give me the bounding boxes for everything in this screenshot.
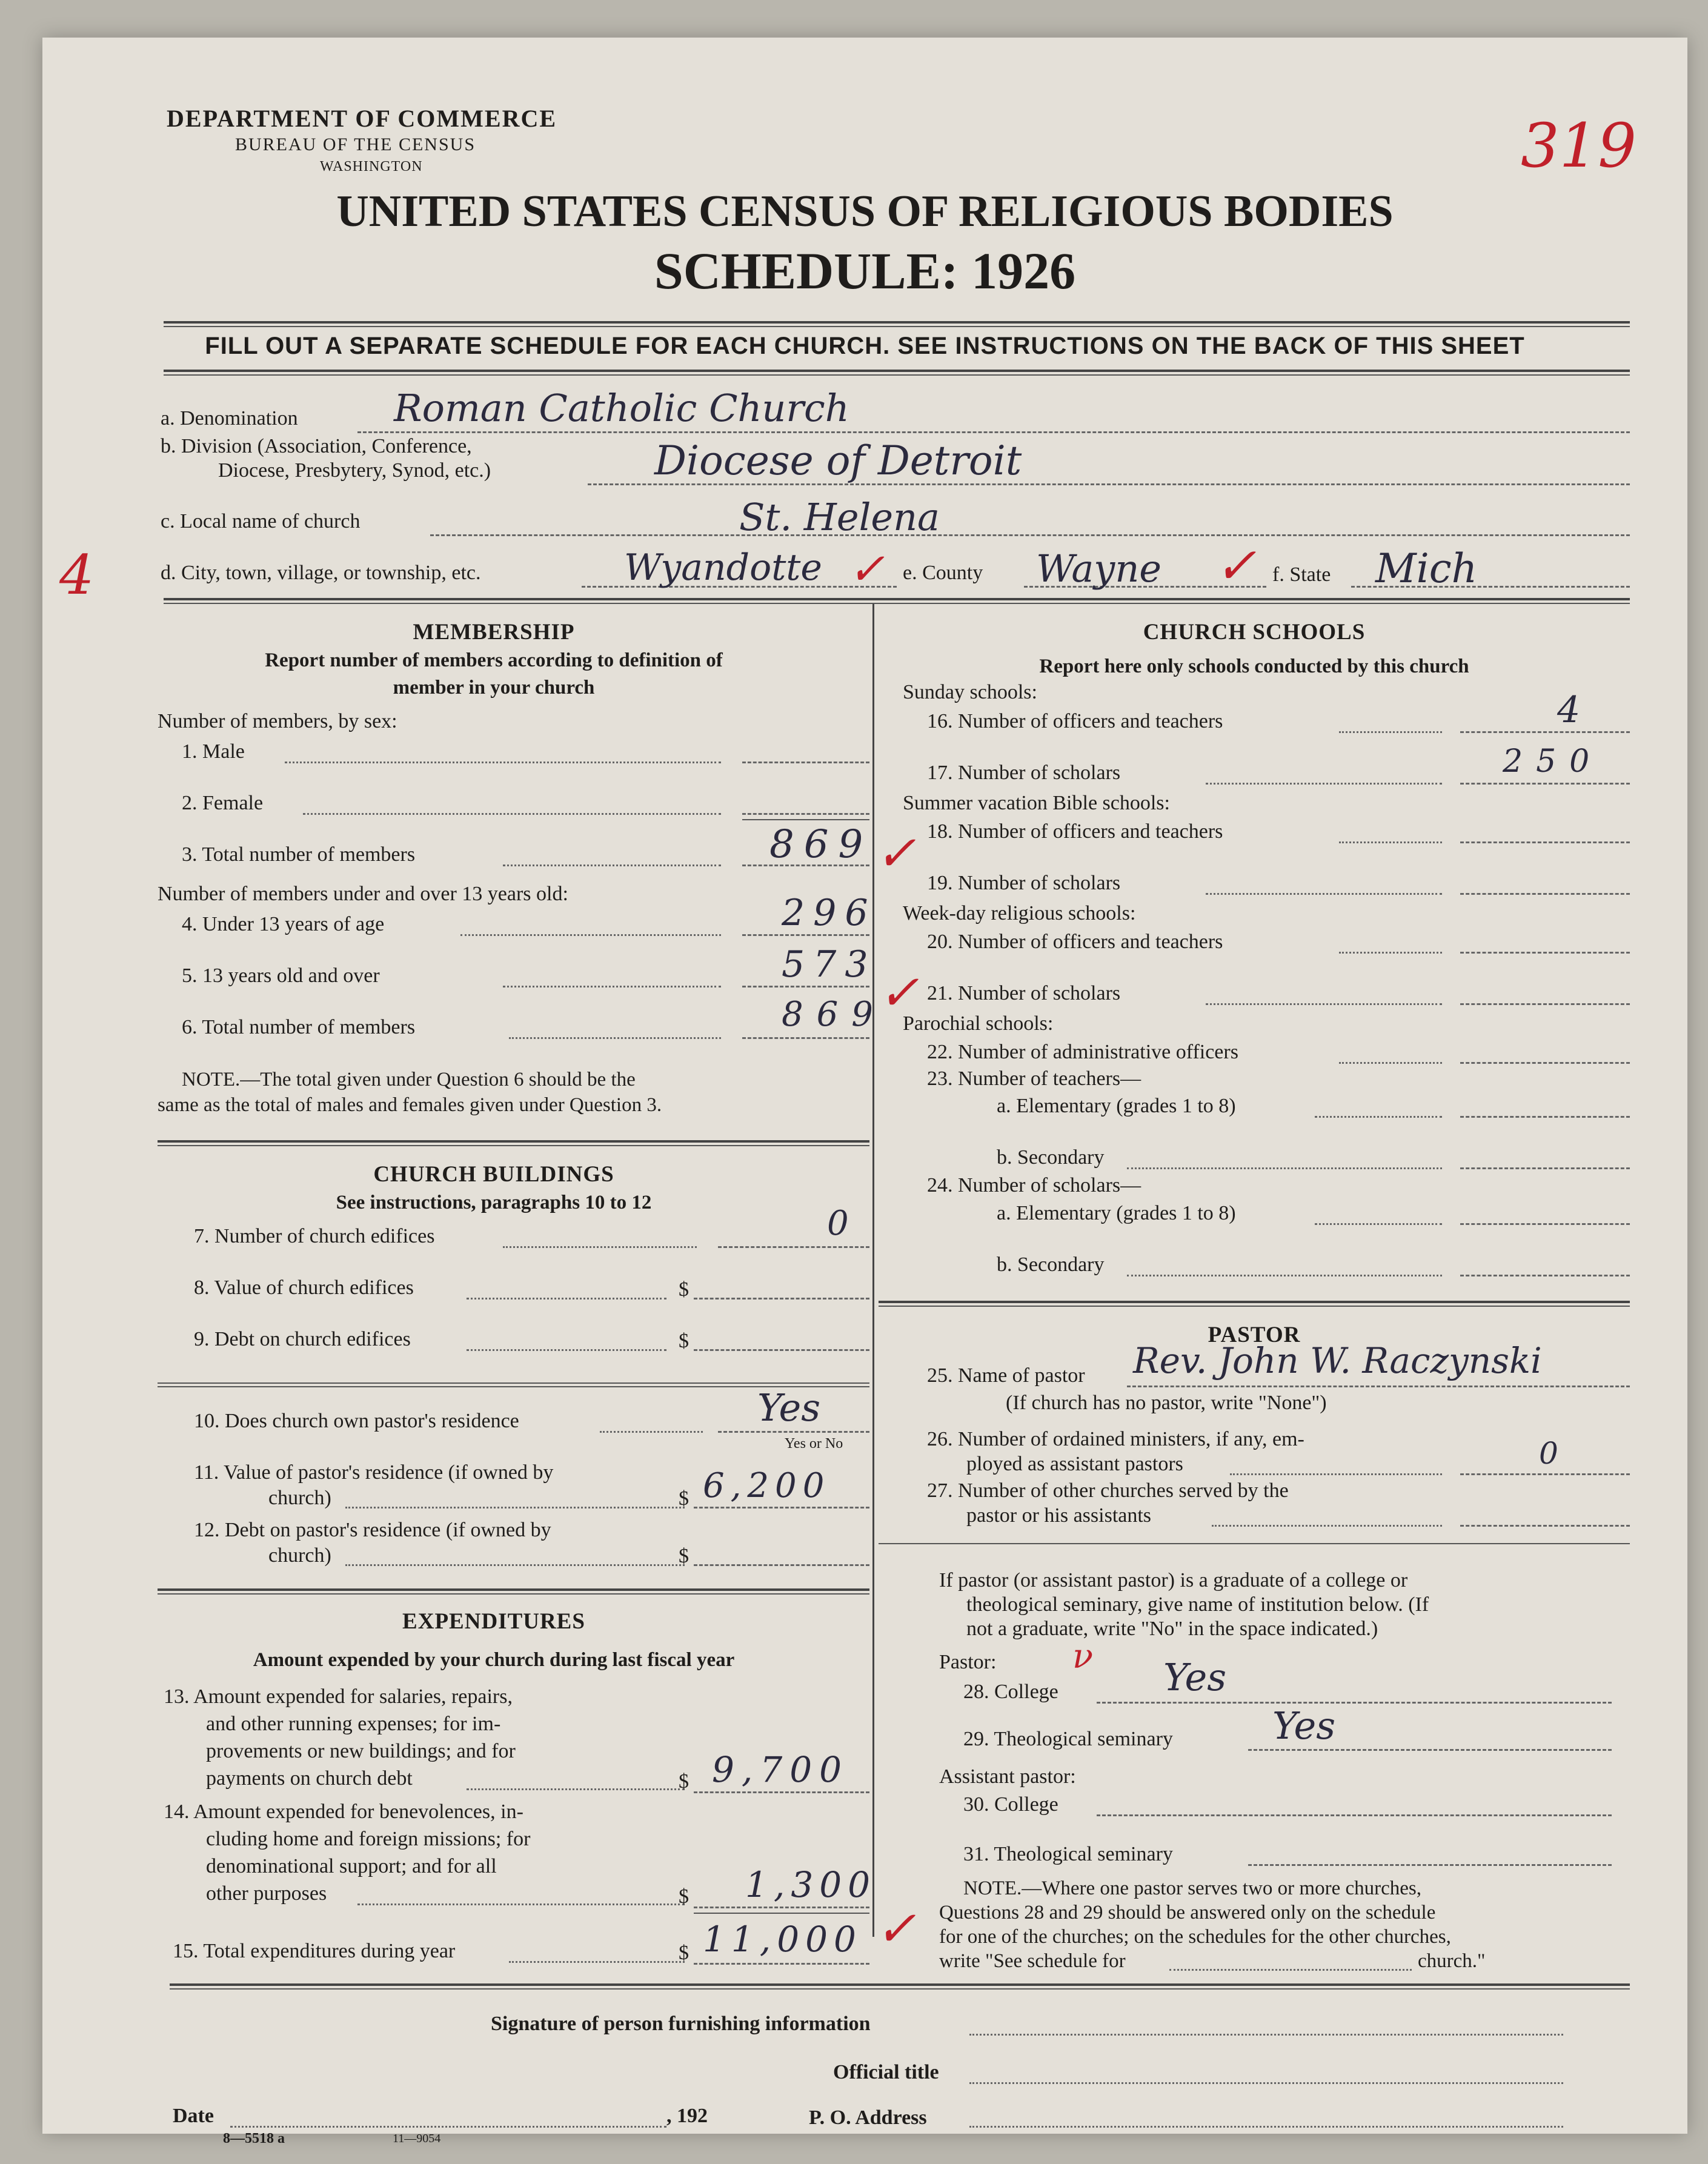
pastor-note-5: church." [1418,1950,1486,1972]
local-name-value: St. Helena [739,495,940,539]
q19-field[interactable] [1460,893,1630,895]
q9-label: 9. Debt on church edifices [194,1328,411,1350]
parochial-label: Parochial schools: [903,1012,1054,1035]
local-name-field[interactable] [430,534,1630,536]
city-value: Wyandotte [624,546,822,589]
q28-label: 28. College [963,1681,1058,1703]
q21-label: 21. Number of scholars [927,982,1121,1004]
print-number: 11—9054 [393,2132,441,2145]
q14-label-3: denominational support; and for all [206,1855,497,1877]
q27-label-1: 27. Number of other churches served by the [927,1479,1289,1502]
q7-field[interactable] [718,1246,869,1248]
q30-field[interactable] [1097,1814,1612,1816]
check-mark: ✓ [1215,537,1257,595]
q4-field[interactable] [742,934,869,936]
q5-label: 5. 13 years old and over [182,964,380,987]
q29-label: 29. Theological seminary [963,1728,1173,1750]
q14-label-2: cluding home and foreign missions; for [206,1828,531,1850]
q13-label-2: and other running expenses; for im- [206,1713,501,1735]
membership-sub-2: member in your church [393,677,595,699]
expenditures-heading: EXPENDITURES [402,1609,585,1634]
q26-label-1: 26. Number of ordained ministers, if any, em- [927,1428,1304,1450]
department-name: DEPARTMENT OF COMMERCE [167,105,557,132]
schools-sub: Report here only schools conducted by this church [1039,656,1469,677]
denomination-label: a. Denomination [161,407,298,430]
state-value: Mich [1375,545,1478,592]
q17-label: 17. Number of scholars [927,762,1121,784]
q15-value: 11,000 [703,1919,862,1960]
check-mark: ✓ [848,543,885,594]
expenditures-sub: Amount expended by your church during last fiscal year [253,1649,735,1671]
q24-label: 24. Number of scholars— [927,1174,1141,1197]
q24b-field[interactable] [1460,1275,1630,1276]
bureau-name: BUREAU OF THE CENSUS [235,134,476,154]
graduate-note-3: not a graduate, write "No" in the space indicated.) [966,1618,1378,1640]
graduate-note-2: theological seminary, give name of institution below. (If [966,1593,1429,1616]
q8-field[interactable] [694,1298,869,1299]
official-title-label: Official title [833,2061,939,2083]
q3-value: 869 [769,822,873,867]
q2-label: 2. Female [182,792,264,814]
q28-field[interactable] [1097,1702,1612,1704]
membership-note-2: same as the total of males and females given under Question 3. [158,1094,662,1116]
q12-field[interactable] [694,1564,869,1566]
q10-value: Yes [757,1386,821,1430]
q25-value: Rev. John W. Raczynski [1133,1340,1542,1381]
q14-field[interactable] [694,1907,869,1908]
q27-label-2: pastor or his assistants [966,1504,1152,1527]
q2-field[interactable] [742,813,869,815]
q7-value: 0 [827,1204,849,1243]
weekday-label: Week-day religious schools: [903,902,1136,924]
q14-label-1: 14. Amount expended for benevolences, in- [164,1801,523,1823]
graduate-note-1: If pastor (or assistant pastor) is a graduate of a college or [939,1569,1408,1591]
county-value: Wayne [1036,546,1161,591]
side-mark: 4 [59,543,95,607]
date-field[interactable] [230,2126,666,2128]
assistant-sub-label: Assistant pastor: [939,1765,1076,1788]
dollar-sign: $ [679,1278,689,1301]
q10-label: 10. Does church own pastor's residence [194,1410,519,1432]
q4-label: 4. Under 13 years of age [182,913,385,935]
q6-value: 869 [782,995,886,1034]
q16-label: 16. Number of officers and teachers [927,710,1223,732]
q17-field[interactable] [1460,783,1630,785]
check-mark: ν [1072,1637,1094,1676]
q26-label-2: ployed as assistant pastors [966,1453,1183,1475]
q24a-field[interactable] [1460,1223,1630,1225]
division-label-1: b. Division (Association, Conference, [161,435,472,457]
q23a-label: a. Elementary (grades 1 to 8) [997,1095,1236,1117]
sunday-label: Sunday schools: [903,681,1037,703]
dollar-sign: $ [679,1330,689,1352]
q25-field[interactable] [1127,1386,1630,1387]
q20-label: 20. Number of officers and teachers [927,931,1223,953]
q10-field[interactable] [718,1431,869,1433]
local-name-label: c. Local name of church [161,510,361,533]
census-schedule-sheet [42,38,1687,2146]
membership-note-1: NOTE.—The total given under Question 6 should be the [182,1069,636,1090]
q13-value: 9,700 [712,1749,849,1790]
dollar-sign: $ [679,1942,689,1964]
division-label-2: Diocese, Presbytery, Synod, etc.) [218,459,491,482]
q15-label: 15. Total expenditures during year [173,1940,456,1962]
q11-label-1: 11. Value of pastor's residence (if owned by [194,1461,554,1484]
check-mark: ✓ [876,1900,917,1957]
q5-field[interactable] [742,986,869,987]
dollar-sign: $ [679,1487,689,1510]
q22-label: 22. Number of administrative officers [927,1041,1238,1063]
q24a-label: a. Elementary (grades 1 to 8) [997,1202,1236,1224]
q16-field[interactable] [1460,731,1630,733]
division-value: Diocese of Detroit [654,437,1022,484]
date-label: Date [173,2105,214,2127]
dollar-sign: $ [679,1885,689,1908]
signature-label: Signature of person furnishing information [491,2013,871,2035]
q29-value: Yes [1272,1704,1336,1748]
pastor-note-1: NOTE.—Where one pastor serves two or more churches, [963,1877,1421,1899]
state-label: f. State [1272,563,1331,586]
q31-label: 31. Theological seminary [963,1843,1173,1865]
denomination-field[interactable] [357,431,1630,433]
year-label: , 192 [666,2105,708,2127]
q6-label: 6. Total number of members [182,1016,416,1038]
q24b-label: b. Secondary [997,1253,1105,1276]
q27-field[interactable] [1460,1525,1630,1527]
buildings-heading: CHURCH BUILDINGS [373,1162,614,1187]
q23a-field[interactable] [1460,1116,1630,1118]
q13-label-4: payments on church debt [206,1767,413,1790]
q15-field[interactable] [694,1963,869,1965]
summer-label: Summer vacation Bible schools: [903,792,1170,814]
form-number: 8—5518 a [223,2131,285,2146]
q12-label-1: 12. Debt on pastor's residence (if owned by [194,1519,551,1541]
q29-field[interactable] [1248,1749,1612,1751]
dollar-sign: $ [679,1770,689,1793]
q28-value: Yes [1163,1655,1227,1699]
q13-label-3: provements or new buildings; and for [206,1740,516,1762]
q10-hint: Yes or No [785,1436,843,1452]
q17-value: 250 [1503,743,1603,780]
denomination-value: Roman Catholic Church [394,386,849,430]
q11-label-2: church) [268,1487,331,1509]
city-label: d. City, town, village, or township, etc. [161,562,481,584]
pastor-note-2: Questions 28 and 29 should be answered only on the schedule [939,1902,1436,1923]
pastor-note-4: write "See schedule for [939,1950,1126,1972]
q3-label: 3. Total number of members [182,843,416,866]
q18-label: 18. Number of officers and teachers [927,820,1223,843]
q5-value: 573 [782,943,877,986]
pastor-note-3: for one of the churches; on the schedules for the other churches, [939,1926,1451,1948]
q1-field[interactable] [742,762,869,763]
q11-value: 6,200 [703,1466,831,1505]
q13-label-1: 13. Amount expended for salaries, repairs, [164,1685,513,1708]
page-number: 319 [1521,110,1637,181]
q7-label: 7. Number of church edifices [194,1225,435,1247]
q8-label: 8. Value of church edifices [194,1276,414,1299]
q22-field[interactable] [1460,1062,1630,1064]
q30-label: 30. College [963,1793,1058,1816]
membership-heading: MEMBERSHIP [413,620,575,645]
q16-value: 4 [1557,689,1581,731]
county-label: e. County [903,562,983,584]
by-age-label: Number of members under and over 13 years old: [158,883,568,905]
q14-value: 1,300 [745,1864,877,1905]
q26-field[interactable] [1460,1473,1630,1475]
po-address-field[interactable] [969,2126,1563,2128]
q25-label: 25. Name of pastor [927,1364,1085,1387]
by-sex-label: Number of members, by sex: [158,710,397,732]
q21-field[interactable] [1460,1003,1630,1005]
q19-label: 19. Number of scholars [927,872,1121,894]
q18-field[interactable] [1460,841,1630,843]
q4-value: 296 [782,892,877,934]
see-schedule-field[interactable] [1169,1969,1412,1971]
dollar-sign: $ [679,1545,689,1567]
city-name: WASHINGTON [320,159,423,174]
q13-field[interactable] [694,1791,869,1793]
official-title-field[interactable] [969,2082,1563,2084]
buildings-sub: See instructions, paragraphs 10 to 12 [336,1192,652,1213]
q11-field[interactable] [694,1507,869,1508]
q6-field[interactable] [742,1037,869,1039]
q31-field[interactable] [1248,1864,1612,1866]
q23b-field[interactable] [1460,1167,1630,1169]
pastor-heading: PASTOR [1208,1323,1301,1347]
signature-field[interactable] [969,2034,1563,2036]
q26-value: 0 [1539,1436,1558,1471]
check-mark: ✓ [876,825,917,881]
q12-label-2: church) [268,1544,331,1567]
q9-field[interactable] [694,1349,869,1351]
membership-sub-1: Report number of members according to definition of [265,649,723,671]
q25-hint: (If church has no pastor, write "None") [1006,1392,1327,1414]
q23b-label: b. Secondary [997,1146,1105,1169]
po-address-label: P. O. Address [809,2106,927,2129]
check-mark: ✓ [879,964,920,1021]
pastor-sub-label: Pastor: [939,1651,997,1673]
form-title: UNITED STATES CENSUS OF RELIGIOUS BODIES [336,187,1394,236]
q14-label-4: other purposes [206,1882,327,1905]
q20-field[interactable] [1460,952,1630,954]
q1-label: 1. Male [182,740,245,763]
instruction-banner: FILL OUT A SEPARATE SCHEDULE FOR EACH CHURCH. SEE INSTRUCTIONS ON THE BACK OF THIS SHEET [205,333,1525,359]
q23-label: 23. Number of teachers— [927,1067,1141,1090]
schedule-title: SCHEDULE: 1926 [654,242,1076,300]
schools-heading: CHURCH SCHOOLS [1143,620,1366,645]
